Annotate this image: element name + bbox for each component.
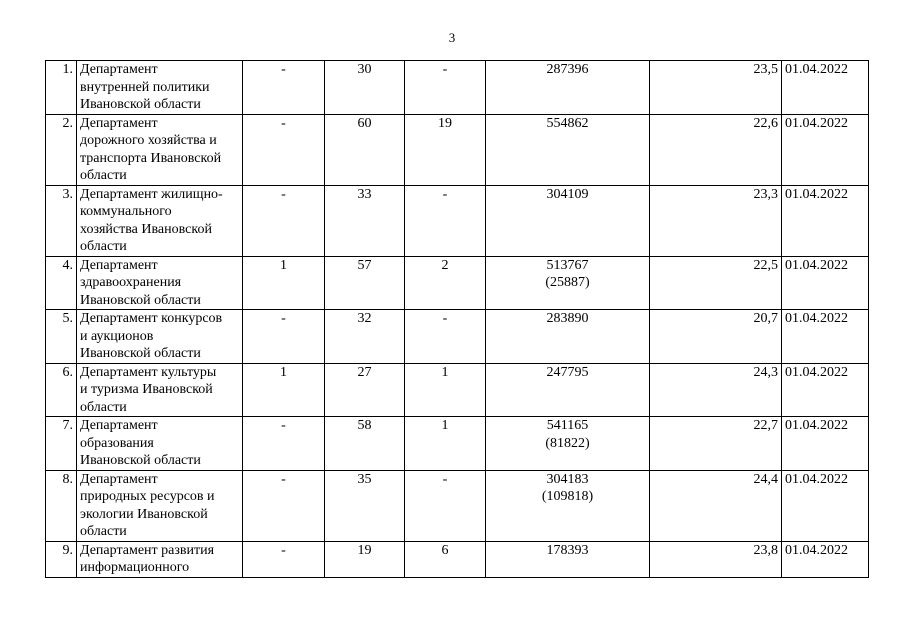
department-name-line: Департамент xyxy=(80,418,158,433)
department-name-line: области xyxy=(80,239,127,254)
value-cell-col4: 27 xyxy=(325,363,405,417)
department-name-line: Ивановской области xyxy=(80,453,201,468)
amount-line: 283890 xyxy=(546,311,589,326)
value-cell-col3: - xyxy=(243,470,325,541)
value-cell-col3: - xyxy=(243,541,325,577)
department-name-cell xyxy=(77,256,243,310)
amount-line: 304109 xyxy=(546,186,589,202)
department-name-line: Департамент xyxy=(80,62,158,77)
table-body xyxy=(46,61,869,578)
value-cell-col3: - xyxy=(243,114,325,185)
amount-line: 304183 xyxy=(546,471,589,487)
row-number-cell: 1. xyxy=(46,61,77,115)
value-cell-col5: 19 xyxy=(405,114,486,185)
value-cell-col5: 1 xyxy=(405,363,486,417)
row-number-cell: 3. xyxy=(46,185,77,256)
department-name-line: коммунального xyxy=(80,204,172,219)
department-name-line: Департамент xyxy=(80,115,158,131)
value-cell-col5: - xyxy=(405,310,486,364)
value-cell-col6 xyxy=(486,310,650,364)
date-cell: 01.04.2022 xyxy=(782,61,869,115)
date-cell: 01.04.2022 xyxy=(782,310,869,364)
department-name-cell xyxy=(77,541,243,577)
value-cell-col3: - xyxy=(243,417,325,471)
value-cell-col4: 32 xyxy=(325,310,405,364)
department-name-cell xyxy=(77,185,243,256)
value-cell-col6 xyxy=(486,185,650,256)
date-cell: 01.04.2022 xyxy=(782,363,869,417)
department-name-line: Департамент xyxy=(80,471,158,487)
department-name-line: природных ресурсов и xyxy=(80,489,215,504)
value-cell-col5: - xyxy=(405,470,486,541)
table-row xyxy=(46,470,869,541)
department-name-line: Департамент развития xyxy=(80,542,215,558)
department-name-line: Ивановской области xyxy=(80,292,201,308)
value-cell-col7: 23,8 xyxy=(650,541,782,577)
table-row xyxy=(46,185,869,256)
department-name-line: Департамент xyxy=(80,257,158,273)
department-name-line: и аукционов xyxy=(80,328,154,344)
table-row xyxy=(46,541,869,577)
department-name-line: Ивановской области xyxy=(80,97,201,112)
row-number-cell: 7. xyxy=(46,417,77,471)
page-number: 3 xyxy=(448,30,456,45)
value-cell-col4: 19 xyxy=(325,541,405,577)
amount-line: 554862 xyxy=(546,115,589,131)
department-name-line: области xyxy=(80,524,127,539)
value-cell-col7: 22,5 xyxy=(650,256,782,310)
value-cell-col3: - xyxy=(243,310,325,364)
department-name-line: Ивановской области xyxy=(80,346,201,361)
value-cell-col4: 33 xyxy=(325,185,405,256)
amount-line: 541165 xyxy=(546,418,589,433)
department-name-line: здравоохранения xyxy=(80,275,182,290)
amount-line: (81822) xyxy=(545,435,590,451)
value-cell-col6 xyxy=(486,470,650,541)
row-number-cell: 4. xyxy=(46,256,77,310)
value-cell-col5: 2 xyxy=(405,256,486,310)
value-cell-col3: - xyxy=(243,61,325,115)
value-cell-col4: 30 xyxy=(325,61,405,115)
row-number-cell: 8. xyxy=(46,470,77,541)
department-name-line: Департамент конкурсов xyxy=(80,311,223,326)
department-name-line: транспорта Ивановской xyxy=(80,150,222,166)
value-cell-col4: 58 xyxy=(325,417,405,471)
value-cell-col4: 60 xyxy=(325,114,405,185)
date-cell: 01.04.2022 xyxy=(782,256,869,310)
value-cell-col7: 23,5 xyxy=(650,61,782,115)
table-row xyxy=(46,114,869,185)
department-name-line: Департамент жилищно- xyxy=(80,186,223,202)
value-cell-col6 xyxy=(486,256,650,310)
table-row xyxy=(46,310,869,364)
value-cell-col3: - xyxy=(243,185,325,256)
row-number-cell: 9. xyxy=(46,541,77,577)
value-cell-col5: - xyxy=(405,185,486,256)
date-cell: 01.04.2022 xyxy=(782,417,869,471)
value-cell-col3: 1 xyxy=(243,363,325,417)
department-name-line: и туризма Ивановской xyxy=(80,382,213,397)
value-cell-col6 xyxy=(486,541,650,577)
department-name-line: информационного xyxy=(80,560,190,575)
value-cell-col5: 6 xyxy=(405,541,486,577)
table-row xyxy=(46,256,869,310)
department-name-line: внутренней политики xyxy=(80,79,210,95)
row-number-cell: 6. xyxy=(46,363,77,417)
department-name-cell xyxy=(77,310,243,364)
department-name-line: Департамент культуры xyxy=(80,364,217,380)
department-name-line: экологии Ивановской xyxy=(80,506,208,522)
value-cell-col3: 1 xyxy=(243,256,325,310)
value-cell-col5: 1 xyxy=(405,417,486,471)
table-row xyxy=(46,61,869,115)
value-cell-col4: 35 xyxy=(325,470,405,541)
department-name-cell xyxy=(77,363,243,417)
date-cell: 01.04.2022 xyxy=(782,470,869,541)
department-name-line: области xyxy=(80,168,127,183)
value-cell-col7: 24,4 xyxy=(650,470,782,541)
amount-line: 513767 xyxy=(546,257,589,273)
department-name-cell xyxy=(77,114,243,185)
departments-table xyxy=(45,60,869,578)
value-cell-col6 xyxy=(486,417,650,471)
value-cell-col6 xyxy=(486,114,650,185)
department-name-line: дорожного хозяйства и xyxy=(80,133,217,148)
date-cell: 01.04.2022 xyxy=(782,541,869,577)
department-name-cell xyxy=(77,417,243,471)
department-name-cell xyxy=(77,470,243,541)
table-row xyxy=(46,363,869,417)
row-number-cell: 5. xyxy=(46,310,77,364)
value-cell-col6 xyxy=(486,363,650,417)
table-row xyxy=(46,417,869,471)
value-cell-col4: 57 xyxy=(325,256,405,310)
department-name-line: хозяйства Ивановской xyxy=(80,221,212,237)
department-name-cell xyxy=(77,61,243,115)
value-cell-col7: 24,3 xyxy=(650,363,782,417)
value-cell-col6 xyxy=(486,61,650,115)
value-cell-col7: 22,6 xyxy=(650,114,782,185)
department-name-line: образования xyxy=(80,435,154,451)
amount-line: (25887) xyxy=(545,275,590,290)
value-cell-col7: 20,7 xyxy=(650,310,782,364)
date-cell: 01.04.2022 xyxy=(782,114,869,185)
department-name-line: области xyxy=(80,399,127,415)
row-number-cell: 2. xyxy=(46,114,77,185)
value-cell-col7: 23,3 xyxy=(650,185,782,256)
value-cell-col5: - xyxy=(405,61,486,115)
amount-line: 178393 xyxy=(546,542,589,558)
value-cell-col7: 22,7 xyxy=(650,417,782,471)
amount-line: 247795 xyxy=(546,364,589,380)
date-cell: 01.04.2022 xyxy=(782,185,869,256)
amount-line: 287396 xyxy=(546,62,589,77)
amount-line: (109818) xyxy=(541,489,594,504)
